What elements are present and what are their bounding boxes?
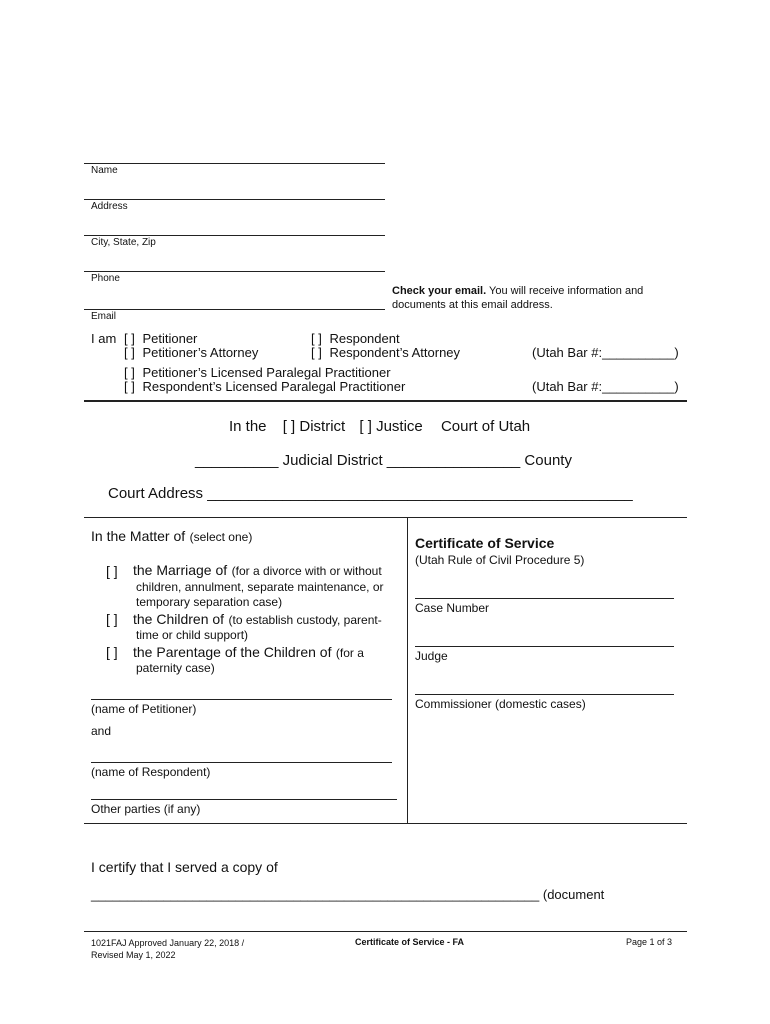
checkbox-box: [ ] (124, 365, 135, 380)
district-checkbox[interactable] (283, 418, 350, 435)
parentage-checkbox[interactable]: [ ] (106, 644, 118, 660)
checkbox-box: [ ] (124, 379, 135, 394)
case-number-label: Case Number (415, 601, 490, 615)
commissioner-label: Commissioner (domestic cases) (415, 697, 586, 711)
children-option-sub1: (to establish custody, parent- (228, 613, 382, 627)
caption-bottom-border (84, 823, 687, 824)
utah-bar-number-field-lpp[interactable]: (Utah Bar #:__________) (532, 379, 679, 394)
case-number-field[interactable] (415, 598, 674, 599)
petitioners-attorney-checkbox[interactable] (124, 345, 258, 360)
and-label: and (91, 724, 112, 738)
district-option-label: District (299, 418, 346, 435)
caption-top-border (84, 517, 687, 518)
petitioner-lpp-checkbox[interactable] (124, 365, 391, 380)
certificate-title: Certificate of Service (415, 535, 555, 551)
caption-divider (407, 517, 408, 823)
form-code-line1: 1021FAJ Approved January 22, 2018 / (91, 938, 245, 948)
parentage-option-sub1: (for a (335, 646, 364, 660)
i-am-label: I am (91, 331, 117, 346)
certificate-rule: (Utah Rule of Civil Procedure 5) (415, 553, 585, 567)
page-number: Page 1 of 3 (626, 937, 673, 947)
matter-heading (91, 528, 252, 546)
judge-field[interactable] (415, 646, 674, 647)
judge-label: Judge (415, 649, 448, 663)
court-of-utah-label: Court of Utah (440, 418, 531, 435)
respondents-attorney-checkbox[interactable] (311, 345, 460, 360)
checkbox-box: [ ] (124, 331, 135, 346)
marriage-option-sub2: children, annulment, separate maintenance, or (136, 580, 384, 594)
children-option-sub2: time or child support) (136, 628, 249, 642)
name-field-line[interactable] (84, 163, 385, 164)
court-address-line[interactable]: Court Address ___________________________________________________ (108, 485, 633, 502)
children-option-main: the Children of (133, 611, 225, 627)
document-name-field[interactable]: ______________________________________________________________ (document (91, 887, 605, 902)
in-the-label: In the (229, 418, 267, 435)
judicial-district-county-line[interactable]: __________ Judicial District ________________ County (195, 452, 572, 469)
parentage-option (133, 644, 403, 662)
phone-field-line[interactable] (84, 271, 385, 272)
parentage-option-sub2: paternity case) (136, 661, 215, 675)
footer-divider (84, 931, 687, 932)
name-label: Name (91, 165, 118, 176)
email-notice-text: You will receive information and (486, 285, 644, 297)
petitioner-lpp-option-label: Petitioner’s Licensed Paralegal Practitioner (142, 365, 391, 380)
matter-heading-sub: (select one) (189, 530, 253, 544)
email-field-line[interactable] (84, 309, 385, 310)
marriage-option-main: the Marriage of (133, 562, 228, 578)
email-notice-bold: Check your email. (392, 285, 487, 297)
checkbox-box: [ ] (359, 418, 372, 435)
checkbox-box: [ ] (311, 331, 322, 346)
respondent-lpp-checkbox[interactable] (124, 379, 405, 394)
marriage-checkbox[interactable]: [ ] (106, 563, 118, 579)
footer-title: Certificate of Service - FA (355, 937, 465, 947)
email-notice-line2: documents at this email address. (392, 299, 553, 311)
form-code-line2: Revised May 1, 2022 (91, 950, 176, 960)
court-line (229, 418, 530, 435)
respondent-lpp-option-label: Respondent’s Licensed Paralegal Practitioner (142, 379, 406, 394)
checkbox-box: [ ] (282, 418, 296, 435)
petitioner-name-label: (name of Petitioner) (91, 702, 197, 716)
respondent-name-label: (name of Respondent) (91, 765, 211, 779)
parentage-option-main: the Parentage of the Children of (133, 644, 332, 660)
other-parties-label: Other parties (if any) (91, 802, 201, 816)
checkbox-box: [ ] (124, 345, 135, 360)
petitioners-attorney-option-label: Petitioner’s Attorney (142, 345, 259, 360)
justice-option-label: Justice (376, 418, 423, 435)
other-parties-field[interactable] (91, 799, 397, 800)
marriage-option (133, 563, 403, 579)
header-divider (84, 400, 687, 402)
justice-checkbox[interactable] (359, 418, 427, 435)
commissioner-field[interactable] (415, 694, 674, 695)
email-notice (392, 284, 672, 312)
certify-statement: I certify that I served a copy of (91, 859, 278, 875)
marriage-option-sub3: temporary separation case) (136, 595, 283, 609)
respondent-checkbox[interactable] (311, 331, 400, 346)
respondent-option-label: Respondent (329, 331, 400, 346)
address-label: Address (91, 201, 128, 212)
address-field-line[interactable] (84, 199, 385, 200)
utah-bar-number-field[interactable]: (Utah Bar #:__________) (532, 345, 679, 360)
petitioner-option-label: Petitioner (142, 331, 198, 346)
matter-heading-main: In the Matter of (91, 528, 186, 544)
marriage-option-sub1: (for a divorce with or without (231, 564, 382, 578)
phone-label: Phone (91, 273, 120, 284)
city-state-zip-field-line[interactable] (84, 235, 385, 236)
form-code (91, 937, 244, 961)
email-label: Email (91, 311, 117, 322)
petitioner-name-field[interactable] (91, 699, 392, 700)
children-checkbox[interactable]: [ ] (106, 611, 118, 627)
respondents-attorney-option-label: Respondent’s Attorney (329, 345, 461, 360)
respondent-name-field[interactable] (91, 762, 392, 763)
checkbox-box: [ ] (311, 345, 322, 360)
children-option (133, 611, 403, 629)
petitioner-checkbox[interactable] (124, 331, 197, 346)
city-state-zip-label: City, State, Zip (91, 237, 156, 248)
